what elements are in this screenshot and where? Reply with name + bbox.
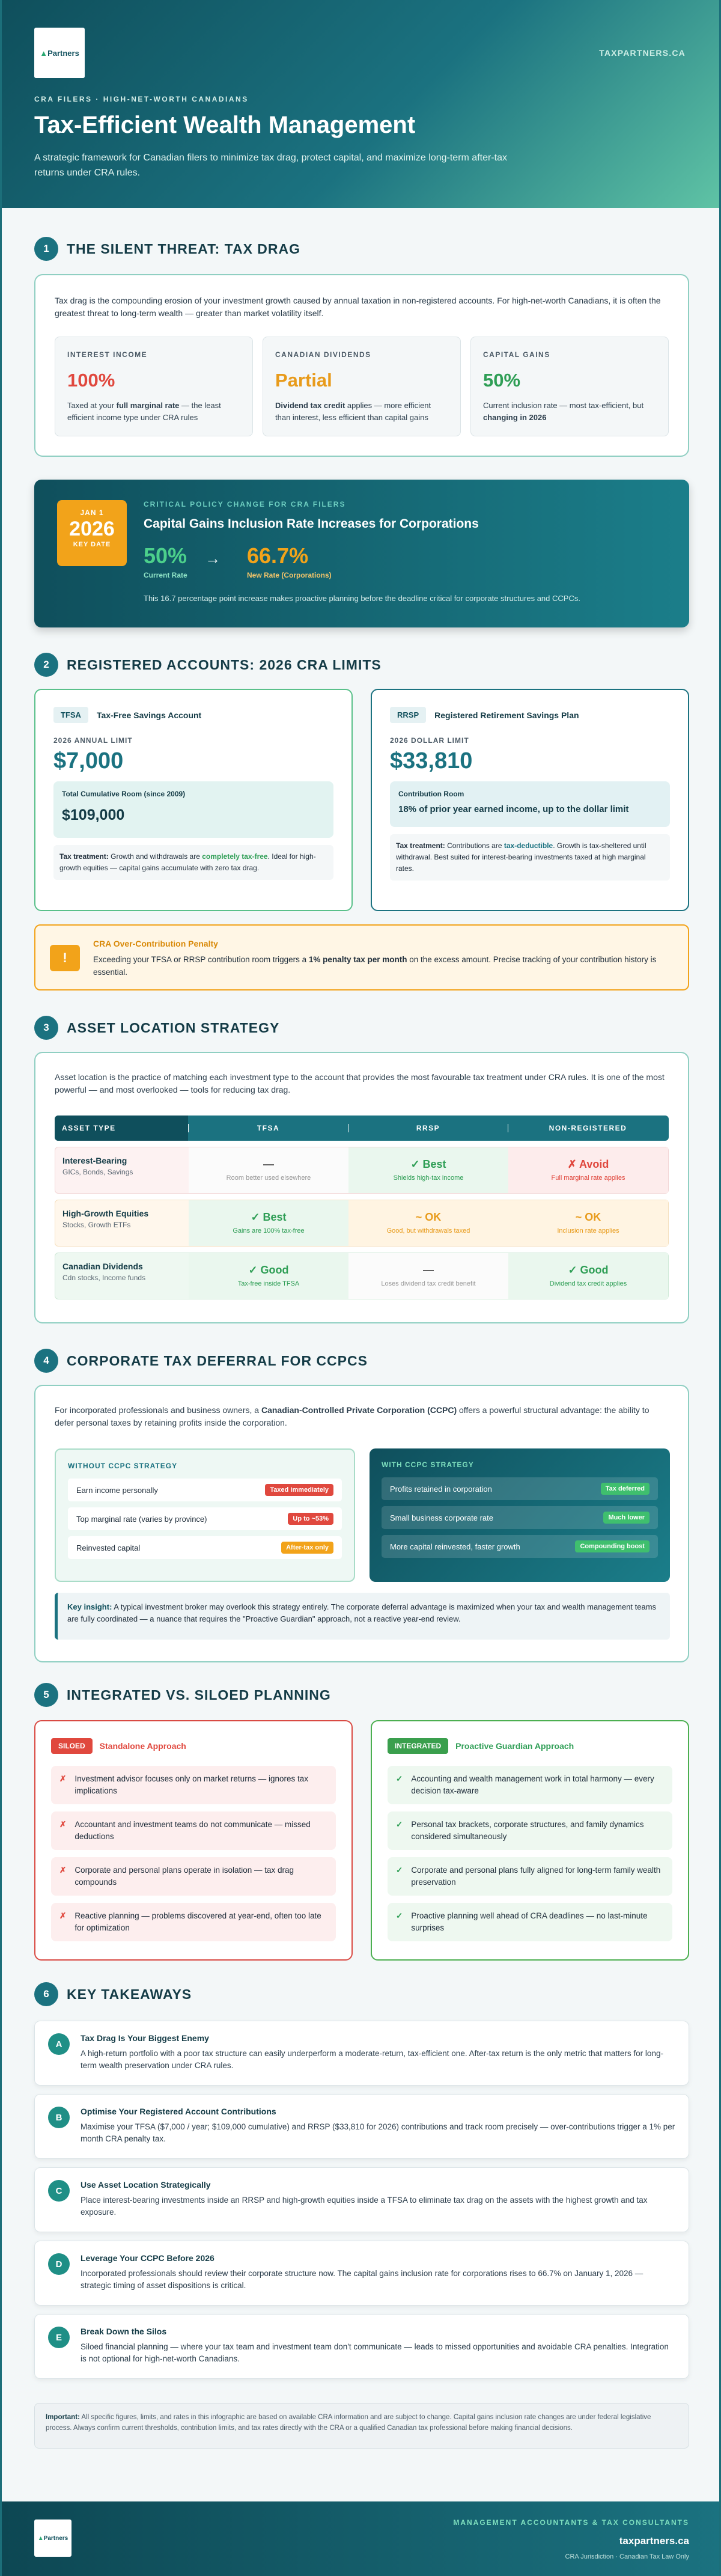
list-item: ✓ Personal tax brackets, corporate structures, and family dynamics considered simultaneously [388,1811,672,1850]
check-icon: ✓ [396,1774,403,1783]
warning-icon: ! [50,945,80,971]
footer [2,2501,721,2576]
arrow-icon: → [205,549,221,567]
account-name: Tax-Free Savings Account [96,710,202,720]
tile-label: INTEREST INCOME [67,350,148,359]
tfsa-card [34,689,353,911]
section-number: 1 [34,237,58,261]
x-icon: ✗ [59,1866,67,1875]
siloed-panel [34,1720,353,1961]
policy-change-banner [34,480,689,627]
list-item: ✗ Reactive planning — problems discovered at year-end, often too late for optimization [51,1903,336,1941]
section-key-takeaways [34,1982,689,2006]
section-asset-location [34,1016,689,1287]
asset-location-intro: Asset location is the practice of matching each investment type to the account that provides the most favourable tax treatment under CRA rules. It is one of the most powerful — and most overlooked — tools for reducing tax drag. [55,1072,665,1094]
key-insight: Key insight: A typical investment broker may overlook this strategy entirely. The corporate deferral advantage is maximized when your tax and wealth management teams are fully coordinated — a nuance that requires the "Proactive Guardian" approach, not a reactive year-end review. [55,1593,670,1640]
takeaway-card: C Use Asset Location Strategically Place interest-bearing investments inside an RRSP and high-growth equities inside a TFSA to eliminate tax drag on the assets with the highest growth and tax exposure. [34,2167,689,2232]
logo-mark: ▲Partners [40,48,79,58]
current-rate: 50% [144,543,187,568]
tile-value: Partial [275,370,332,391]
asset-location-table [55,1116,669,1305]
section-ccpc [34,1349,689,1623]
footer-site[interactable]: taxpartners.ca [619,2535,689,2547]
tfsa-tag: TFSA [53,707,88,723]
check-icon: ✓ [396,1866,403,1875]
key-date-badge: JAN 1 2026 KEY DATE [57,500,127,566]
new-rate-label: New Rate (Corporations) [247,571,332,579]
check-icon: ✓ [396,1911,403,1920]
x-icon: ✗ [59,1774,67,1783]
tfsa-limit: $7,000 [53,748,124,774]
section-title: REGISTERED ACCOUNTS: 2026 CRA LIMITS [67,656,382,673]
section-title: KEY TAKEAWAYS [67,1986,192,2002]
disclaimer: Important: All specific figures, limits, and rates in this infographic are based on available CRA information and are subject to change. Capital gains inclusion rate changes are under federal legislative process. Always confirm current thresholds, contribution limits, and tax rates directly with the CRA or a qualified Canadian tax professional before making financial decisions. [34,2403,689,2449]
list-item: Top marginal rate (varies by province) Up to ~53% [68,1507,342,1530]
tile-desc: Taxed at your full marginal rate — the least efficient income type under CRA rules [67,401,221,422]
tax-drag-card [34,274,689,457]
siloed-tag: SILOED [51,1738,93,1754]
site-url[interactable]: TAXPARTNERS.CA [599,48,686,58]
check-icon: ✓ [396,1820,403,1829]
x-icon: ✗ [59,1820,67,1829]
x-icon: ✗ [59,1911,67,1920]
warning-title: CRA Over-Contribution Penalty [93,939,218,948]
list-item: ✓ Proactive planning well ahead of CRA deadlines — no last-minute surprises [388,1903,672,1941]
section-number: 4 [34,1349,58,1373]
hero-header [2,0,719,208]
section-number: 2 [34,653,58,677]
list-item: Profits retained in corporation Tax deferred [382,1477,658,1500]
panel-title: Standalone Approach [99,1741,186,1751]
tile-capital-gains [470,337,669,436]
current-rate-label: Current Rate [144,571,187,579]
banner-note: This 16.7 percentage point increase makes proactive planning before the deadline critical for corporate structures and CCPCs. [144,594,580,603]
table-header: ASSET TYPE TFSA RRSP NON-REGISTERED [55,1116,669,1141]
list-item: ✓ Accounting and wealth management work in total harmony — every decision tax-aware [388,1766,672,1804]
rrsp-card [371,689,689,911]
footer-note: CRA Jurisdiction · Canadian Tax Law Only [565,2553,689,2560]
logo[interactable] [34,28,85,78]
list-item: ✗ Accountant and investment teams do not communicate — missed deductions [51,1811,336,1850]
takeaway-card: B Optimise Your Registered Account Contributions Maximise your TFSA ($7,000 / year; $109,000 cumulative) and RRSP ($33,810 for 2026) contributions and track room precisely — over-contributions trigger a 1% per month CRA penalty tax. [34,2094,689,2159]
footer-logo[interactable]: ▲ Partners [34,2520,71,2557]
new-rate: 66.7% [247,543,309,568]
section-registered-accounts [34,653,689,989]
hero-intro: A strategic framework for Canadian filers to minimize tax drag, protect capital, and maximize long-term after-tax returns under CRA rules. [34,153,507,178]
tile-interest-income [55,337,253,436]
limit-label: 2026 DOLLAR LIMIT [390,736,469,745]
banner-eyebrow: CRITICAL POLICY CHANGE FOR CRA FILERS [144,500,346,508]
list-item: ✓ Corporate and personal plans fully aligned for long-term family wealth preservation [388,1857,672,1896]
tile-label: CAPITAL GAINS [483,350,550,359]
tile-canadian-dividends [263,337,461,436]
table-row: Interest-Bearing GICs, Bonds, Savings — Room better used elsewhere ✓ Best Shields high-tax income ✗ Avoid Full marginal rate applies [55,1147,669,1194]
page-title: Tax-Efficient Wealth Management [34,112,416,138]
section-title: THE SILENT THREAT: TAX DRAG [67,240,301,257]
section-tax-drag [34,237,689,422]
section-title: ASSET LOCATION STRATEGY [67,1019,280,1036]
tfsa-tax-treatment: Tax treatment: Growth and withdrawals are completely tax-free. Ideal for high-growth equities — capital gains accumulate with zero tax drag. [53,845,333,880]
list-item: Small business corporate rate Much lower [382,1506,658,1529]
panel-title: Proactive Guardian Approach [455,1741,574,1751]
takeaway-card: E Break Down the Silos Siloed financial planning — where your tax team and investment team don't communicate — leads to missed opportunities and avoidable CRA penalties. Integration is not optional for high-net-worth Canadians. [34,2314,689,2379]
table-row: Canadian Dividends Cdn stocks, Income funds ✓ Good Tax-free inside TFSA — Loses dividend tax credit benefit ✓ Good Dividend tax credit applies [55,1253,669,1299]
ccpc-intro: For incorporated professionals and business owners, a Canadian-Controlled Private Corporation (CCPC) offers a powerful structural advantage: the ability to defer personal taxes by retaining profits inside the corporation. [55,1405,650,1427]
asset-location-card [34,1052,689,1323]
limit-label: 2026 ANNUAL LIMIT [53,736,133,745]
ccpc-card [34,1385,689,1662]
warning-text: Exceeding your TFSA or RRSP contribution room triggers a 1% penalty tax per month on the excess amount. Precise tracking of your contribution history is essential. [93,955,657,977]
tile-value: 100% [67,370,115,391]
integrated-tag: INTEGRATED [388,1738,448,1754]
list-item: Reinvested capital After-tax only [68,1536,342,1559]
without-ccpc-panel: WITHOUT CCPC STRATEGY Earn income personally Taxed immediately Top marginal rate (varies by province) Up to ~53% Reinvested capital After-tax only [55,1448,355,1582]
takeaway-card: A Tax Drag Is Your Biggest Enemy A high-return portfolio with a poor tax structure can easily underperform a moderate-return, tax-efficient one. After-tax return is the only metric that matters for long-term wealth preservation under CRA rules. [34,2021,689,2086]
over-contribution-warning [34,924,689,990]
tile-desc: Dividend tax credit applies — more efficient than interest, less efficient than capital gains [275,401,431,422]
tax-drag-intro: Tax drag is the compounding erosion of your investment growth caused by annual taxation in non-registered accounts. For high-net-worth Canadians, it is often the greatest threat to long-term wealth — greater than market volatility itself. [55,296,661,318]
list-item: ✗ Investment advisor focuses only on market returns — ignores tax implications [51,1766,336,1804]
section-integrated-vs-siloed [34,1683,689,1932]
account-name: Registered Retirement Savings Plan [434,710,579,720]
section-title: CORPORATE TAX DEFERRAL FOR CCPCS [67,1352,368,1369]
tile-desc: Current inclusion rate — most tax-efficient, but changing in 2026 [483,401,644,422]
tile-value: 50% [483,370,521,391]
section-title: INTEGRATED VS. SILOED PLANNING [67,1686,331,1703]
list-item: Earn income personally Taxed immediately [68,1479,342,1501]
contribution-room-box: Contribution Room 18% of prior year earned income, up to the dollar limit [390,781,670,827]
footer-tagline: MANAGEMENT ACCOUNTANTS & TAX CONSULTANTS [453,2518,689,2527]
with-ccpc-panel: WITH CCPC STRATEGY Profits retained in corporation Tax deferred Small business corporate rate Much lower More capital reinvested, faster growth Compounding boost [370,1448,670,1582]
cumulative-room-box: Total Cumulative Room (since 2009) $109,000 [53,781,333,838]
tile-label: CANADIAN DIVIDENDS [275,350,371,359]
list-item: ✗ Corporate and personal plans operate in isolation — tax drag compounds [51,1857,336,1896]
hero-eyebrow: CRA FILERS · HIGH-NET-WORTH CANADIANS [34,95,249,103]
banner-title: Capital Gains Inclusion Rate Increases for Corporations [144,517,479,531]
rrsp-tag: RRSP [390,707,426,723]
integrated-panel [371,1720,689,1961]
takeaway-card: D Leverage Your CCPC Before 2026 Incorporated professionals should review their corporate structure now. The capital gains inclusion rate for corporations rises to 66.7% on January 1, 2026 — strategic timing of asset dispositions is critical. [34,2241,689,2306]
rrsp-tax-treatment: Tax treatment: Contributions are tax-deductible. Growth is tax-sheltered until withdrawal. Best suited for interest-bearing investments taxed at high marginal rates. [390,834,670,881]
section-number: 6 [34,1982,58,2006]
list-item: More capital reinvested, faster growth Compounding boost [382,1535,658,1558]
section-number: 5 [34,1683,58,1707]
table-row: High-Growth Equities Stocks, Growth ETFs ✓ Best Gains are 100% tax-free ~ OK Good, but withdrawals taxed ~ OK Inclusion rate applies [55,1200,669,1247]
section-number: 3 [34,1016,58,1040]
rrsp-limit: $33,810 [390,748,473,774]
